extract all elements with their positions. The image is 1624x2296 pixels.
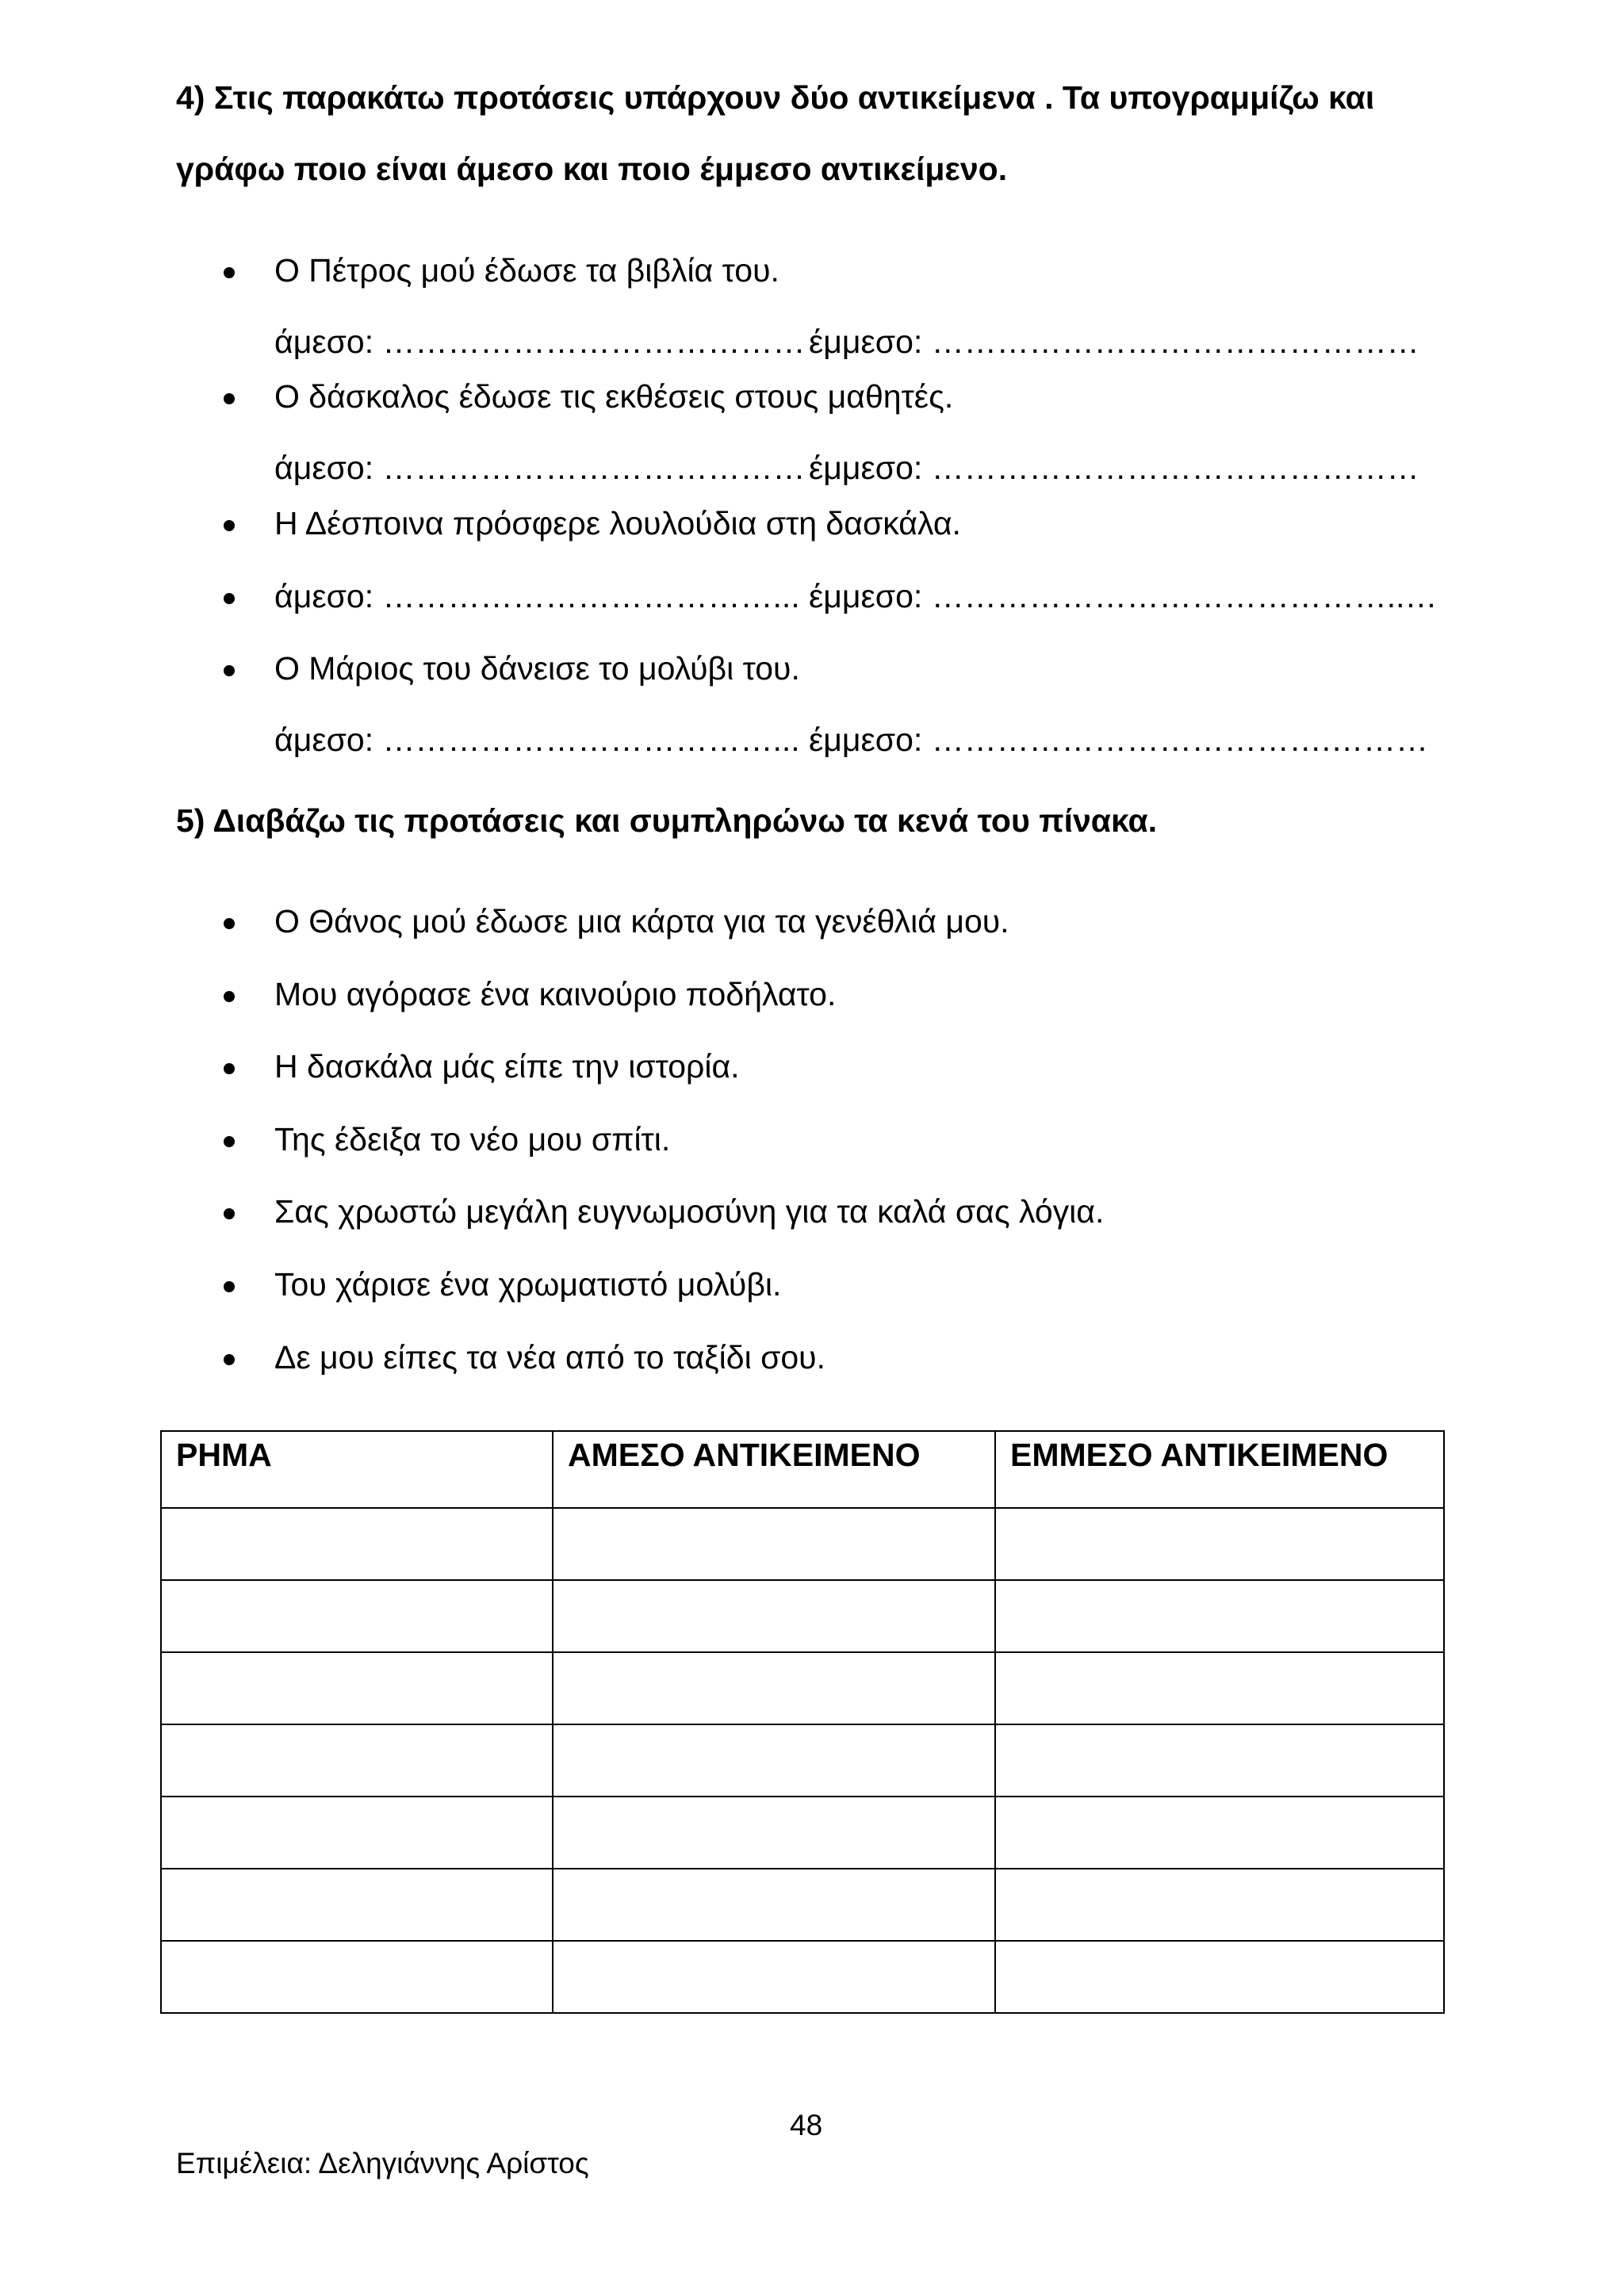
table-row <box>161 1508 1444 1580</box>
answer-table <box>160 1430 1445 2014</box>
table-row <box>161 1797 1444 1869</box>
verb-cell[interactable] <box>161 1869 553 1941</box>
verb-cell[interactable] <box>161 1508 553 1580</box>
exercise-5-sentence: Ο Θάνος μού έδωσε μια κάρτα για τα γενέθλιά μου. <box>274 903 1009 939</box>
indirect-object-cell[interactable] <box>995 1652 1444 1724</box>
exercise-5-title: 5) Διαβάζω τις προτάσεις και συμπληρώνω τα κενά του πίνακα. <box>176 802 1158 839</box>
bullet-icon <box>224 267 235 278</box>
direct-object-cell[interactable] <box>553 1652 995 1724</box>
bullet-icon <box>224 665 235 676</box>
header-verb: ΡΗΜΑ <box>161 1431 553 1508</box>
exercise-4-sentence: Ο Μάριος του δάνεισε το μολύβι του. <box>274 650 800 687</box>
exercise-4-sentence: Ο Πέτρος μού έδωσε τα βιβλία του. <box>274 252 779 289</box>
direct-object-cell[interactable] <box>553 1508 995 1580</box>
table-row <box>161 1580 1444 1652</box>
table-row <box>161 1869 1444 1941</box>
exercise-4-sentence: Ο δάσκαλος έδωσε τις εκθέσεις στους μαθητές. <box>274 378 954 415</box>
header-indirect-object: ΕΜΜΕΣΟ ΑΝΤΙΚΕΙΜΕΝΟ <box>995 1431 1444 1508</box>
indirect-object-cell[interactable] <box>995 1724 1444 1797</box>
verb-cell[interactable] <box>161 1724 553 1797</box>
exercise-5-sentence: Σας χρωστώ μεγάλη ευγνωμοσύνη για τα καλά σας λόγια. <box>274 1193 1105 1230</box>
indirect-object-blank[interactable]: έμμεσο: ……………………………….……… <box>809 721 1429 758</box>
direct-object-cell[interactable] <box>553 1941 995 2013</box>
indirect-object-blank[interactable]: έμμεσο: ……………………………………… <box>809 450 1419 486</box>
indirect-object-cell[interactable] <box>995 1869 1444 1941</box>
indirect-object-blank[interactable]: έμμεσο: ……………………………………..… <box>809 578 1438 614</box>
direct-object-cell[interactable] <box>553 1797 995 1869</box>
indirect-object-cell[interactable] <box>995 1941 1444 2013</box>
direct-object-blank[interactable]: άμεσο: ………………………………... <box>274 578 800 614</box>
bullet-icon <box>224 991 235 1002</box>
header-direct-object: ΑΜΕΣΟ ΑΝΤΙΚΕΙΜΕΝΟ <box>553 1431 995 1508</box>
table-header-row <box>161 1431 1444 1508</box>
exercise-5-sentence: Του χάρισε ένα χρωματιστό μολύβι. <box>274 1266 782 1303</box>
exercise-5-sentence: Η δασκάλα μάς είπε την ιστορία. <box>274 1048 740 1085</box>
page-number: 48 <box>790 2109 823 2141</box>
direct-object-blank[interactable]: άμεσο: ………………………………... <box>274 721 800 758</box>
exercise-4-title-line-1: 4) Στις παρακάτω προτάσεις υπάρχουν δύο αντικείμενα . Τα υπογραμμίζω και <box>176 79 1375 116</box>
bullet-icon <box>224 1281 235 1292</box>
indirect-object-cell[interactable] <box>995 1508 1444 1580</box>
direct-object-cell[interactable] <box>553 1724 995 1797</box>
verb-cell[interactable] <box>161 1580 553 1652</box>
bullet-icon <box>224 1136 235 1147</box>
bullet-icon <box>224 1063 235 1074</box>
direct-object-blank[interactable]: άμεσο: ………………………………… <box>274 450 806 486</box>
bullet-icon <box>224 1354 235 1365</box>
exercise-5-sentence: Δε μου είπες τα νέα από το ταξίδι σου. <box>274 1339 825 1376</box>
indirect-object-cell[interactable] <box>995 1580 1444 1652</box>
indirect-object-cell[interactable] <box>995 1797 1444 1869</box>
exercise-5-sentence: Μου αγόρασε ένα καινούριο ποδήλατο. <box>274 976 837 1012</box>
table-row <box>161 1652 1444 1724</box>
verb-cell[interactable] <box>161 1652 553 1724</box>
exercise-4-title-line-2: γράφω ποιο είναι άμεσο και ποιο έμμεσο αντικείμενο. <box>176 151 1008 187</box>
direct-object-cell[interactable] <box>553 1580 995 1652</box>
table-row <box>161 1941 1444 2013</box>
exercise-5-sentence: Της έδειξα το νέο μου σπίτι. <box>274 1121 671 1158</box>
verb-cell[interactable] <box>161 1797 553 1869</box>
verb-cell[interactable] <box>161 1941 553 2013</box>
direct-object-blank[interactable]: άμεσο: ………………………………… <box>274 323 806 360</box>
indirect-object-blank[interactable]: έμμεσο: ……………………………………… <box>809 323 1419 360</box>
bullet-icon <box>224 593 235 604</box>
bullet-icon <box>224 520 235 531</box>
table-row <box>161 1724 1444 1797</box>
bullet-icon <box>224 393 235 404</box>
footer-credit: Επιμέλεια: Δεληγιάννης Αρίστος <box>176 2147 589 2179</box>
direct-object-cell[interactable] <box>553 1869 995 1941</box>
exercise-4-sentence: Η Δέσποινα πρόσφερε λουλούδια στη δασκάλα. <box>274 505 961 541</box>
bullet-icon <box>224 918 235 929</box>
bullet-icon <box>224 1208 235 1219</box>
